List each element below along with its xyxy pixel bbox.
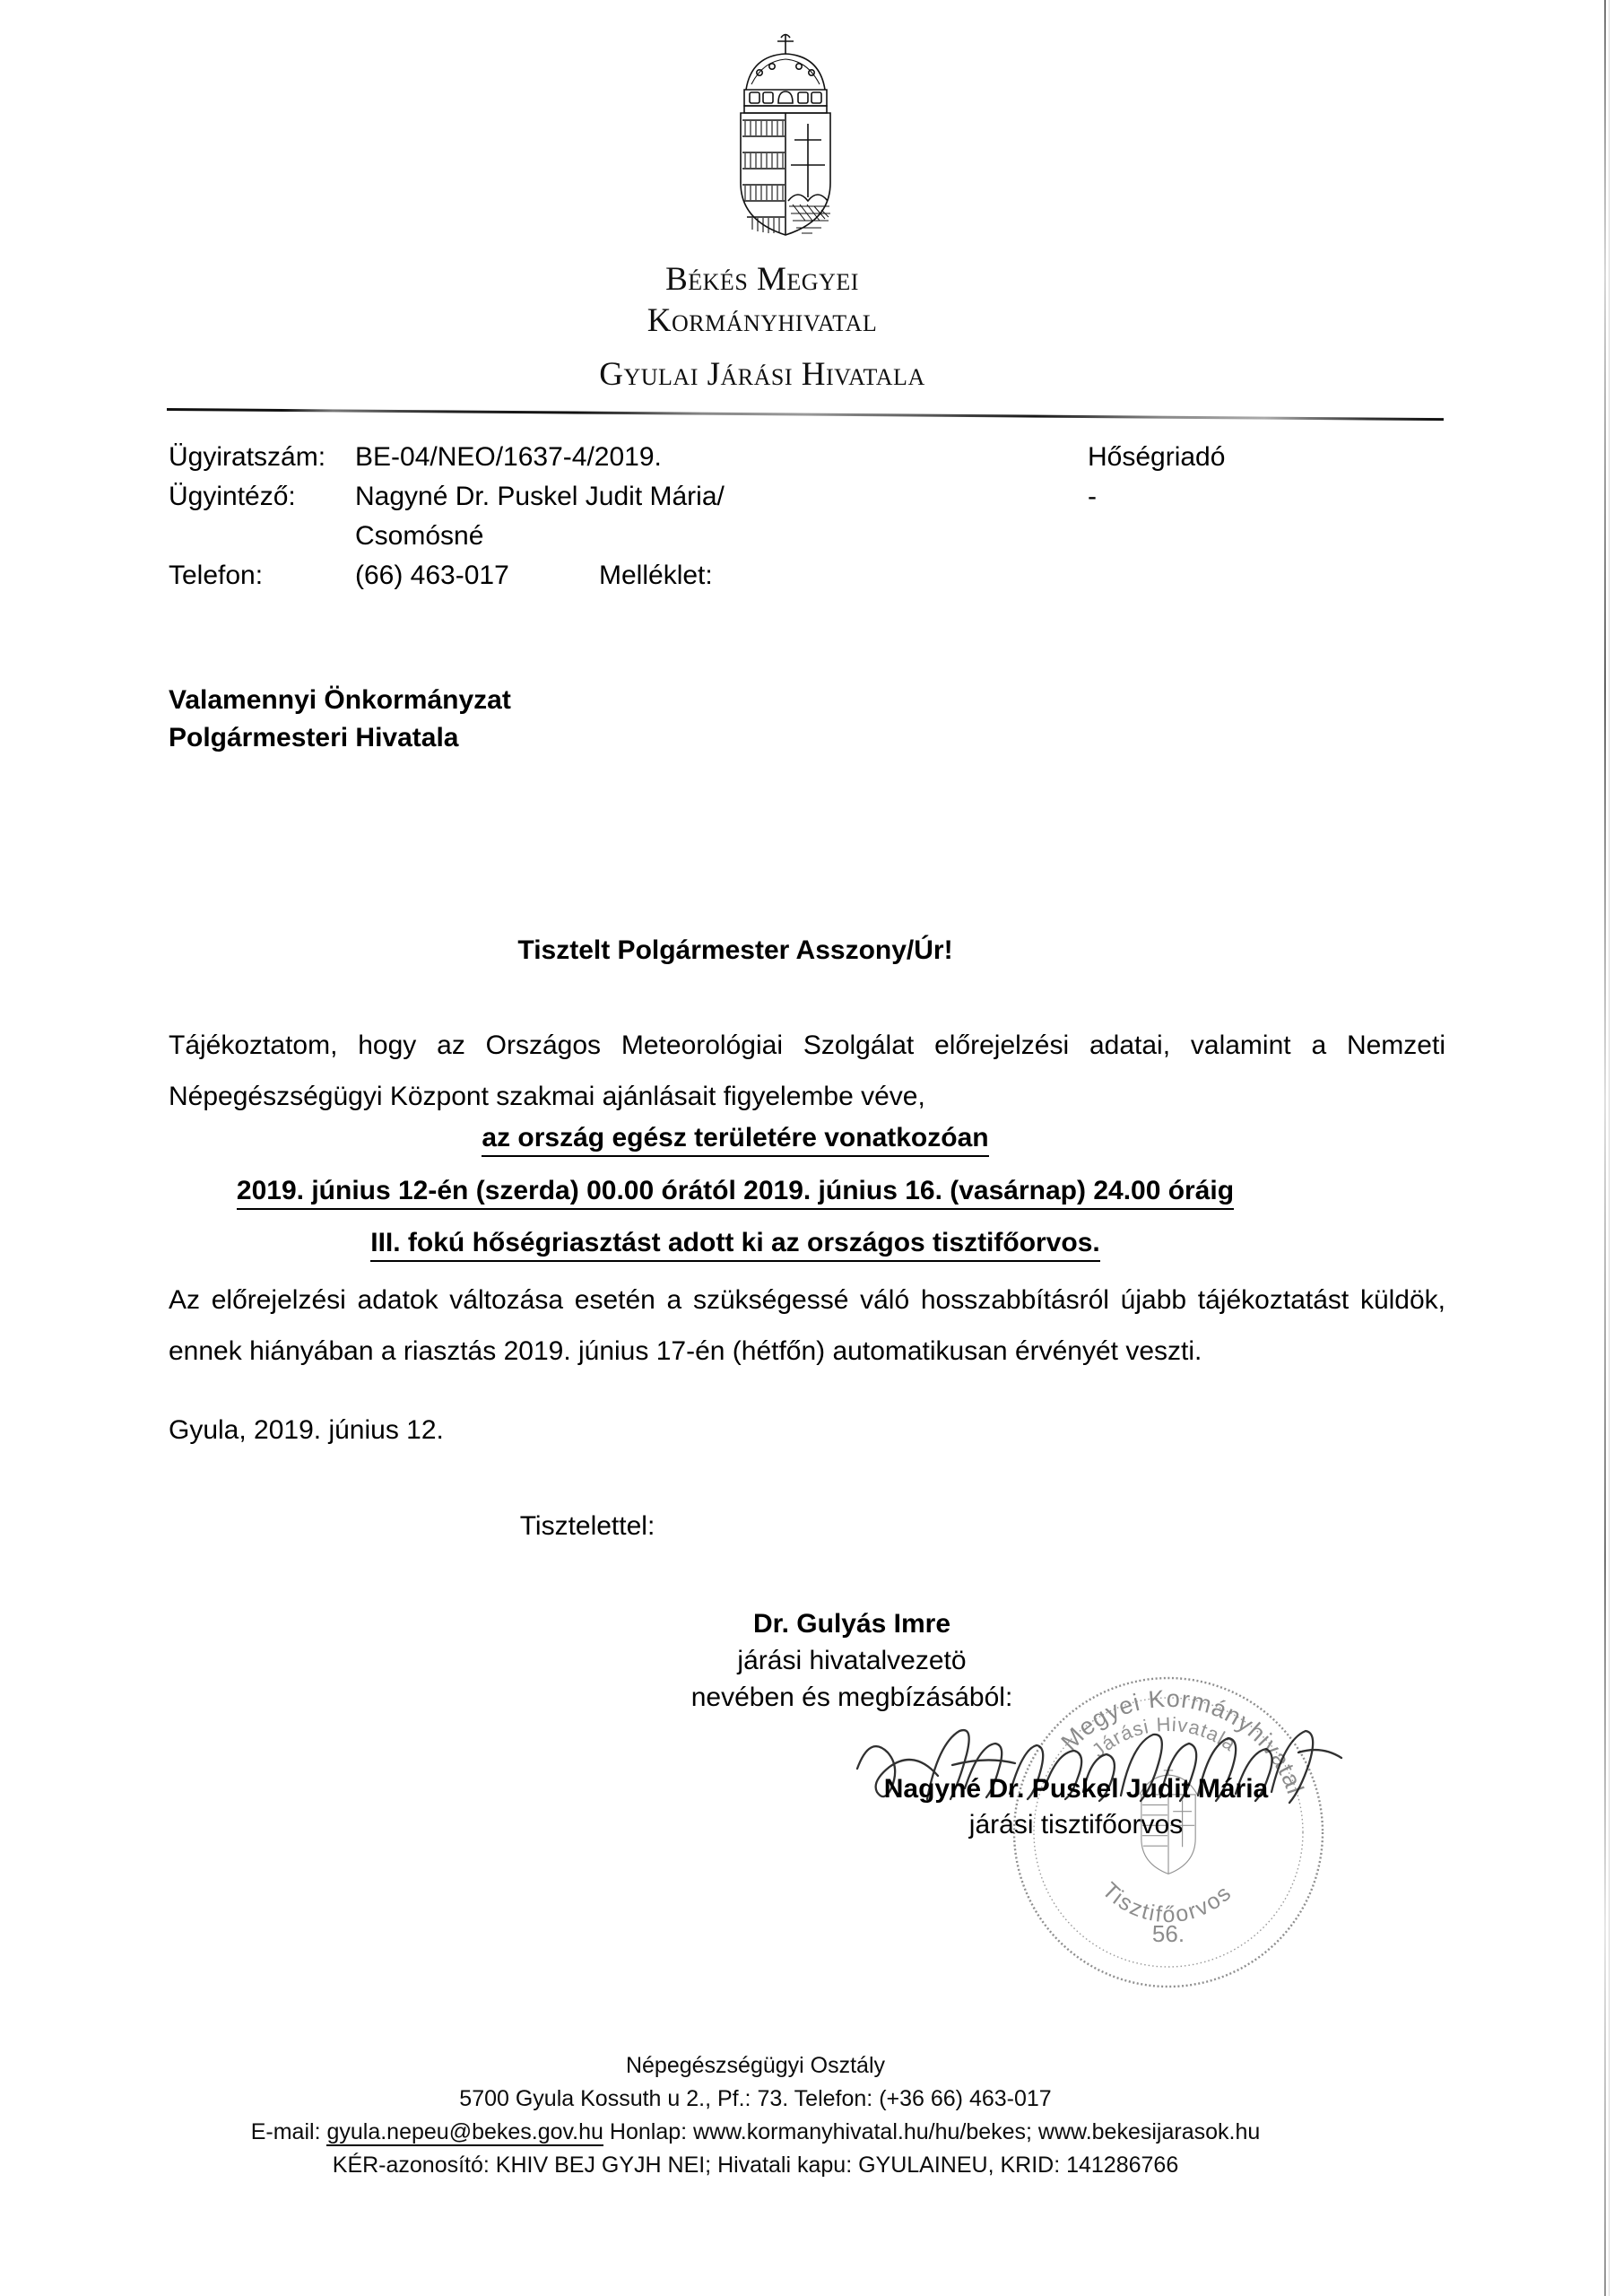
case-number-value: BE-04/NEO/1637-4/2019. <box>355 442 662 472</box>
signer-block <box>789 1771 1363 1843</box>
signer-name: Nagyné Dr. Puskel Judit Mária <box>883 1774 1269 1804</box>
footer-website-text: Honlap: www.kormanyhivatal.hu/hu/bekes; www.bekesijarasok.hu <box>603 2119 1261 2144</box>
reference-block <box>169 438 1334 596</box>
svg-text:Megyei Kormányhivatal: Megyei Kormányhivatal <box>1055 1684 1309 1798</box>
svg-text:56.: 56. <box>1151 1920 1185 1947</box>
addressee-block <box>169 682 511 757</box>
emphasis-line-scope-text: az ország egész területére vonatkozóan <box>482 1123 988 1157</box>
footer-contact-line <box>0 2116 1511 2149</box>
reference-row-phone <box>169 556 1334 596</box>
signer-title: járási tisztifőorvos <box>968 1810 1184 1839</box>
principal-title: járási hivatalvezetö <box>737 1646 967 1675</box>
emphasis-line-period-text: 2019. június 12-én (szerda) 00.00 órától 2019. június 16. (vasárnap) 24.00 óráig <box>237 1176 1234 1210</box>
principal-name: Dr. Gulyás Imre <box>752 1609 951 1639</box>
salutation: Tisztelt Polgármester Asszony/Úr! <box>517 935 953 965</box>
paragraph-outro: Az előrejelzési adatok változása esetén a szükségessé váló hosszabbításról újabb tájékoztatást küldök, ennek hiányában a riasztás 2019. június 17-én (hétfőn) automatikusan érvényét veszti. <box>169 1285 1445 1366</box>
scan-edge-artifact <box>1604 0 1606 2296</box>
organization-name-line-2: Kormányhivatal <box>647 302 878 339</box>
attachment-value: - <box>1088 482 1097 511</box>
officer-label: Ügyintéző: <box>169 482 296 511</box>
officer-value-line-1: Nagyné Dr. Puskel Judit Mária/ <box>355 482 725 511</box>
footer-email-link[interactable]: gyula.nepeu@bekes.gov.hu <box>326 2119 603 2144</box>
organization-name-line-1: Békés Megyei <box>665 261 859 298</box>
footer-block <box>0 2049 1511 2182</box>
reference-row-case-number <box>169 438 1334 477</box>
scan-edge-artifact-secondary <box>1609 0 1610 2296</box>
emphasis-line-alert-level <box>0 1228 1471 1258</box>
emphasis-line-alert-level-text: III. fokú hőségriasztást adott ki az országos tisztifőorvos. <box>370 1228 1100 1262</box>
attachment-label: Melléklet: <box>599 561 713 590</box>
place-and-date: Gyula, 2019. június 12. <box>169 1415 444 1445</box>
hungarian-coat-of-arms-icon <box>723 30 848 239</box>
paragraph-intro: Tájékoztatom, hogy az Országos Meteorológiai Szolgálat előrejelzési adatai, valamint a Nemzeti Népegészségügyi Központ szakmai ajánlásait figyelembe véve, <box>169 1031 1445 1111</box>
svg-text:Járási Hivatala: Járási Hivatala <box>1087 1712 1241 1762</box>
emphasis-line-period <box>0 1176 1471 1206</box>
addressee-line-2: Polgármesteri Hivatala <box>169 723 459 752</box>
emphasis-line-scope <box>0 1123 1471 1153</box>
case-number-label: Ügyiratszám: <box>169 442 326 472</box>
addressee-line-1: Valamennyi Önkormányzat <box>169 685 511 715</box>
reference-row-officer <box>169 477 1334 517</box>
footer-department: Népegészségügyi Osztály <box>625 2053 886 2078</box>
officer-value-line-2: Csomósné <box>355 521 484 551</box>
phone-value: (66) 463-017 <box>355 561 509 590</box>
reference-row-officer-cont <box>169 517 1334 556</box>
organization-name-line-3: Gyulai Járási Hivatala <box>599 356 925 393</box>
header-divider <box>167 408 1444 421</box>
subject-value: Hőségriadó <box>1088 442 1226 472</box>
regards-line: Tisztelettel: <box>519 1511 655 1541</box>
footer-identifiers: KÉR-azonosító: KHIV BEJ GYJH NEI; Hivatali kapu: GYULAINEU, KRID: 141286766 <box>332 2152 1179 2178</box>
phone-label: Telefon: <box>169 561 264 590</box>
footer-address: 5700 Gyula Kossuth u 2., Pf.: 73. Telefon: (+36 66) 463-017 <box>459 2086 1052 2111</box>
svg-text:Tisztifőorvos: Tisztifőorvos <box>1097 1877 1237 1928</box>
on-behalf-of-text: nevében és megbízásából: <box>690 1683 1013 1712</box>
footer-email-label: E-mail: <box>250 2119 327 2144</box>
